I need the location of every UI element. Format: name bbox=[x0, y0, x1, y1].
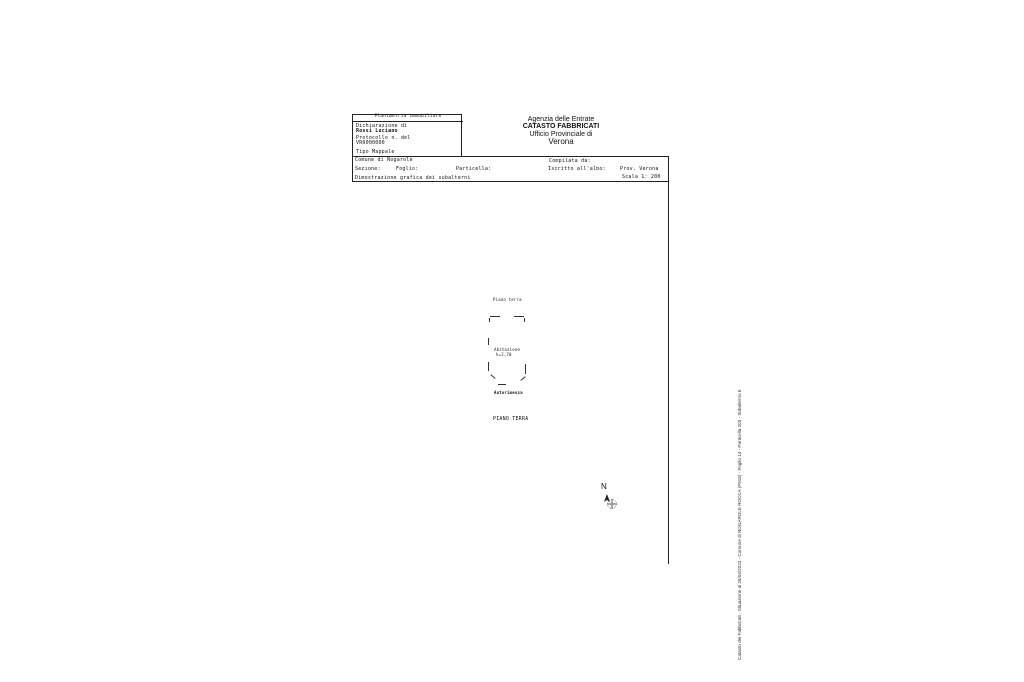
scala-label: Scala 1: 200 bbox=[622, 174, 661, 180]
plan-wall bbox=[488, 362, 489, 371]
dimostrazione-label: Dimostrazione grafica dei subalterni bbox=[355, 175, 471, 181]
north-arrow bbox=[600, 483, 624, 513]
room-height-label: h=2,70 bbox=[496, 352, 512, 357]
plan-wall bbox=[488, 338, 489, 345]
header-info-box bbox=[352, 114, 462, 157]
agency-line: Ufficio Provinciale di bbox=[529, 130, 593, 138]
plan-top-label: Piano terra bbox=[493, 297, 522, 302]
agency-line: Verona bbox=[548, 137, 574, 147]
frame-left-line bbox=[352, 156, 353, 182]
agency-header bbox=[516, 116, 606, 146]
compass-rose-icon bbox=[602, 492, 622, 512]
header-box-line: Protocollo n. del bbox=[356, 135, 411, 141]
plan-wall bbox=[490, 316, 500, 317]
agency-line: CATASTO FABBRICATI bbox=[522, 123, 600, 131]
plan-wall bbox=[490, 374, 495, 379]
header-box-line: Tipo Mappale bbox=[356, 149, 395, 155]
header-box-line: Rossi Luciano bbox=[356, 128, 398, 134]
side-legal-note: Catasto dei Fabbricati - Situazione al 26/04/2023 - Comune di NOGAROLE ROCCA (F918) - Foglio 14 - Particella 203 - Subalterno 6 bbox=[737, 389, 742, 660]
plan-wall bbox=[520, 376, 525, 381]
frame-divider-line bbox=[352, 181, 669, 182]
compilata-label: Compilata da: bbox=[549, 158, 591, 164]
header-box-line: VR0000000 bbox=[356, 140, 385, 146]
plan-caption: PIANO TERRA bbox=[493, 416, 529, 422]
frame-right-line bbox=[668, 156, 669, 564]
plan-wall bbox=[514, 316, 524, 317]
header-box-title: Planimetria immobiliare bbox=[353, 115, 463, 122]
comune-label: Comune di Nogarole bbox=[355, 157, 413, 163]
plan-bottom-label: Autorimessa bbox=[494, 390, 523, 395]
room-label: Abitazione bbox=[494, 347, 521, 352]
particella-label: Particella: bbox=[456, 166, 492, 172]
north-label: N bbox=[601, 482, 607, 491]
prov-label: Prov. Verona bbox=[620, 166, 659, 172]
sezione-label: Sezione: bbox=[355, 166, 381, 172]
header-box-line: Dichiarazione di bbox=[356, 123, 408, 129]
plan-wall bbox=[498, 384, 506, 385]
iscritto-label: Iscritto all'albo: bbox=[548, 166, 606, 172]
agency-line: Agenzia delle Entrate bbox=[527, 116, 595, 123]
floor-plan bbox=[484, 296, 534, 426]
plan-wall bbox=[489, 318, 490, 322]
foglio-label: Foglio: bbox=[396, 166, 419, 172]
plan-wall bbox=[524, 318, 525, 322]
plan-wall bbox=[525, 364, 526, 374]
